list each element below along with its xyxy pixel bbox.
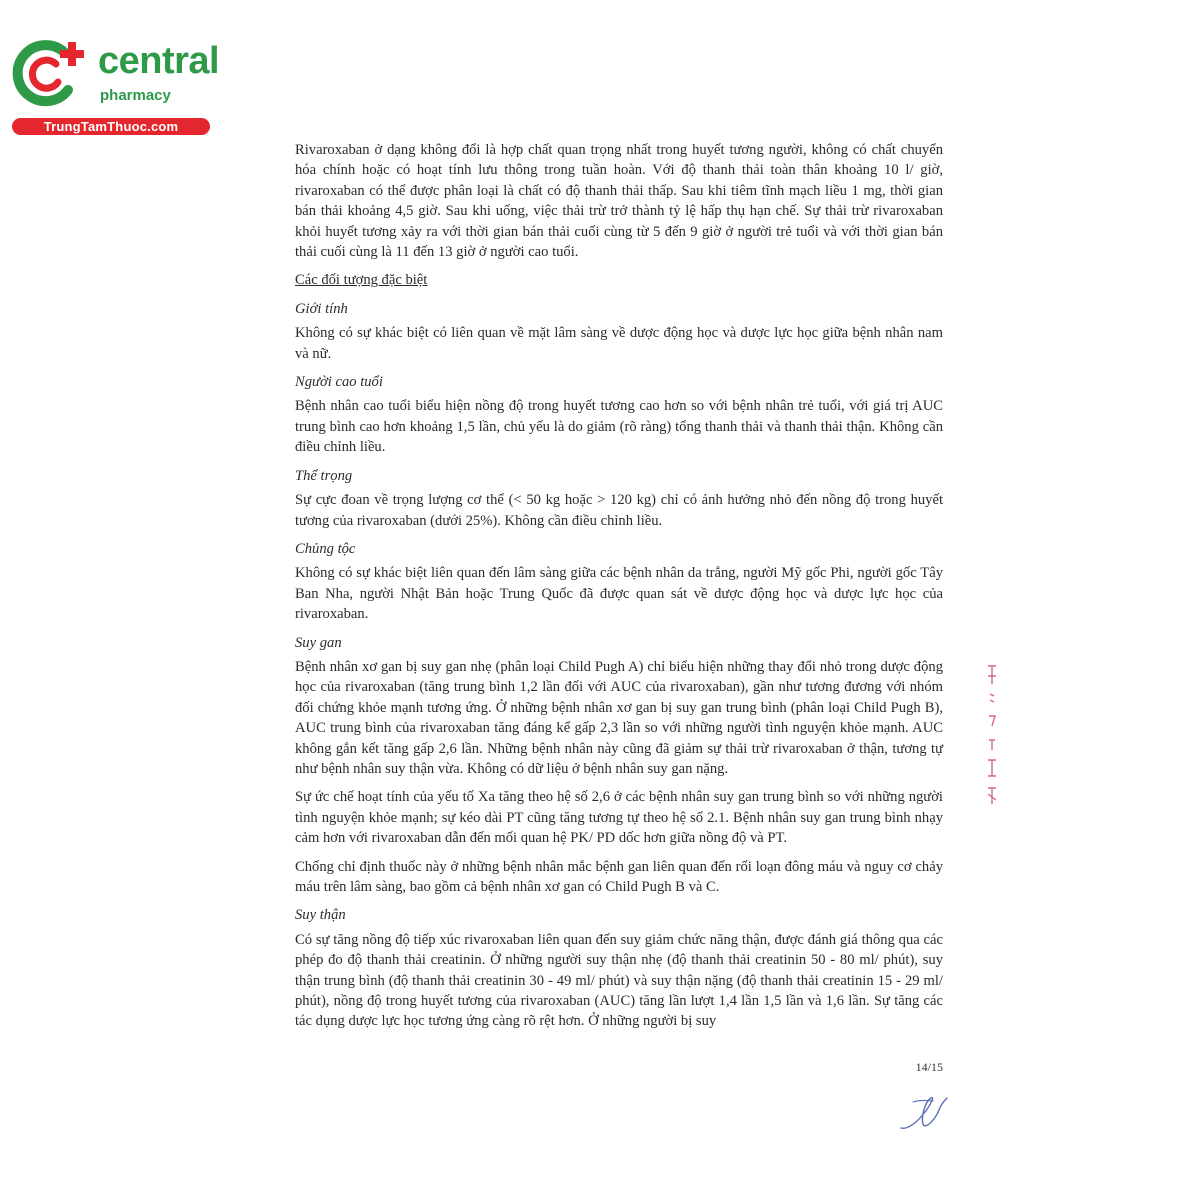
paragraph: Rivaroxaban ở dạng không đổi là hợp chất quan trọng nhất trong huyết tương người, không có chất chuyển hóa chính hoặc có hoạt tính lưu thông trong tuần hoàn. Với độ thanh thải toàn thân khoảng 10 l/ giờ, rivaroxaban có thể được phân loại là chất có độ thanh thải thấp. Sau khi tiêm tĩnh mạch liều 1 mg, thời gian bán thải khoảng 4,5 giờ. Sau khi uống, việc thải trừ trở thành tỷ lệ hấp thụ hạn chế. Sự thải trừ rivaroxaban khỏi huyết tương xảy ra với thời gian bán thải cuối cùng từ 5 đến 9 giờ ở người trẻ tuổi và với thời gian bán thải cuối cùng là 11 đến 13 giờ ở người cao tuổi. [295, 142, 943, 261]
document-body [295, 140, 943, 1040]
logo-pharmacy-icon [10, 38, 90, 108]
subsection-heading: Giới tính [295, 300, 348, 317]
signature-icon [895, 1090, 950, 1135]
subsection-heading: Chủng tộc [295, 540, 356, 557]
pharmacy-logo [10, 38, 220, 136]
paragraph: Bệnh nhân cao tuổi biểu hiện nồng độ trong huyết tương cao hơn so với bệnh nhân trẻ tuổi, với giá trị AUC trung bình cao hơn khoảng 1,5 lần, chủ yếu là do giảm (rõ ràng) tổng thanh thải và thanh thải thận. Không cần điều chỉnh liều. [295, 398, 943, 456]
paragraph: Sự cực đoan về trọng lượng cơ thể (< 50 kg hoặc > 120 kg) chỉ có ảnh hưởng nhỏ đến nồng độ trong huyết tương của rivaroxaban (dưới 25%). Không cần điều chỉnh liều. [295, 492, 943, 529]
logo-name: central [98, 40, 220, 82]
stamp-fragment-icon [982, 660, 1004, 810]
paragraph: Có sự tăng nồng độ tiếp xúc rivaroxaban liên quan đến suy giảm chức năng thận, được đánh giá thông qua các phép đo độ thanh thải creatinin. Ở những người suy thận nhẹ (độ thanh thải creatinin 50 - 80 ml/ phút), suy thận trung bình (độ thanh thải creatinin 30 - 49 ml/ phút) và suy thận nặng (độ thanh thải creatinin 15 - 29 ml/ phút), nồng độ trong huyết tương của rivaroxaban (AUC) tăng lần lượt 1,4 lần 1,5 lần và 1,6 lần. Sự tăng các tác dụng dược lực học tương ứng càng rõ rệt hơn. Ở những người bị suy [295, 931, 943, 1030]
subsection-heading: Người cao tuổi [295, 374, 383, 391]
subsection-heading: Thể trọng [295, 467, 353, 484]
paragraph: Không có sự khác biệt có liên quan về mặt lâm sàng về dược động học và dược lực học giữa bệnh nhân nam và nữ. [295, 325, 943, 362]
subsection-heading: Suy thận [295, 907, 346, 924]
logo-subtitle: pharmacy [100, 87, 171, 104]
paragraph: Không có sự khác biệt liên quan đến lâm sàng giữa các bệnh nhân da trắng, người Mỹ gốc Phi, người gốc Tây Ban Nha, người Nhật Bản hoặc Trung Quốc đã được quan sát về dược động học và dược lực học của rivaroxaban. [295, 565, 943, 623]
paragraph: Sự ức chế hoạt tính của yếu tố Xa tăng theo hệ số 2,6 ở các bệnh nhân suy gan trung bình so với những người tình nguyện khỏe mạnh; sự kéo dài PT cũng tăng tương tự theo hệ số 2.1. Bệnh nhân suy gan trung bình nhạy cảm hơn với rivaroxaban dẫn đến mối quan hệ PK/ PD dốc hơn giữa nồng độ và PT. [295, 789, 943, 847]
paragraph: Bệnh nhân xơ gan bị suy gan nhẹ (phân loại Child Pugh A) chỉ biểu hiện những thay đổi nhỏ trong dược động học của rivaroxaban (tăng trung bình 1,2 lần đối với AUC của rivaroxaban), gần như tương đương với nhóm đối chứng khỏe mạnh tương ứng. Ở những bệnh nhân xơ gan bị suy gan trung bình (phân loại Child Pugh B), AUC trung bình của rivaroxaban tăng đáng kể gấp 2,3 lần so với những người tình nguyện khỏe mạnh. AUC không gắn kết tăng gấp 2,6 lần. Những bệnh nhân này cũng đã giảm sự thải trừ rivaroxaban ở thận, tương tự như bệnh nhân suy thận vừa. Không có dữ liệu ở bệnh nhân suy gan nặng. [295, 658, 943, 777]
page-number: 14/15 [915, 1060, 943, 1074]
section-heading: Các đối tượng đặc biệt [295, 272, 428, 289]
paragraph: Chống chỉ định thuốc này ở những bệnh nhân mắc bệnh gan liên quan đến rối loạn đông máu và nguy cơ chảy máu trên lâm sàng, bao gồm cả bệnh nhân xơ gan có Child Pugh B và C. [295, 858, 943, 895]
subsection-heading: Suy gan [295, 634, 342, 651]
logo-website: TrungTamThuoc.com [12, 118, 210, 135]
